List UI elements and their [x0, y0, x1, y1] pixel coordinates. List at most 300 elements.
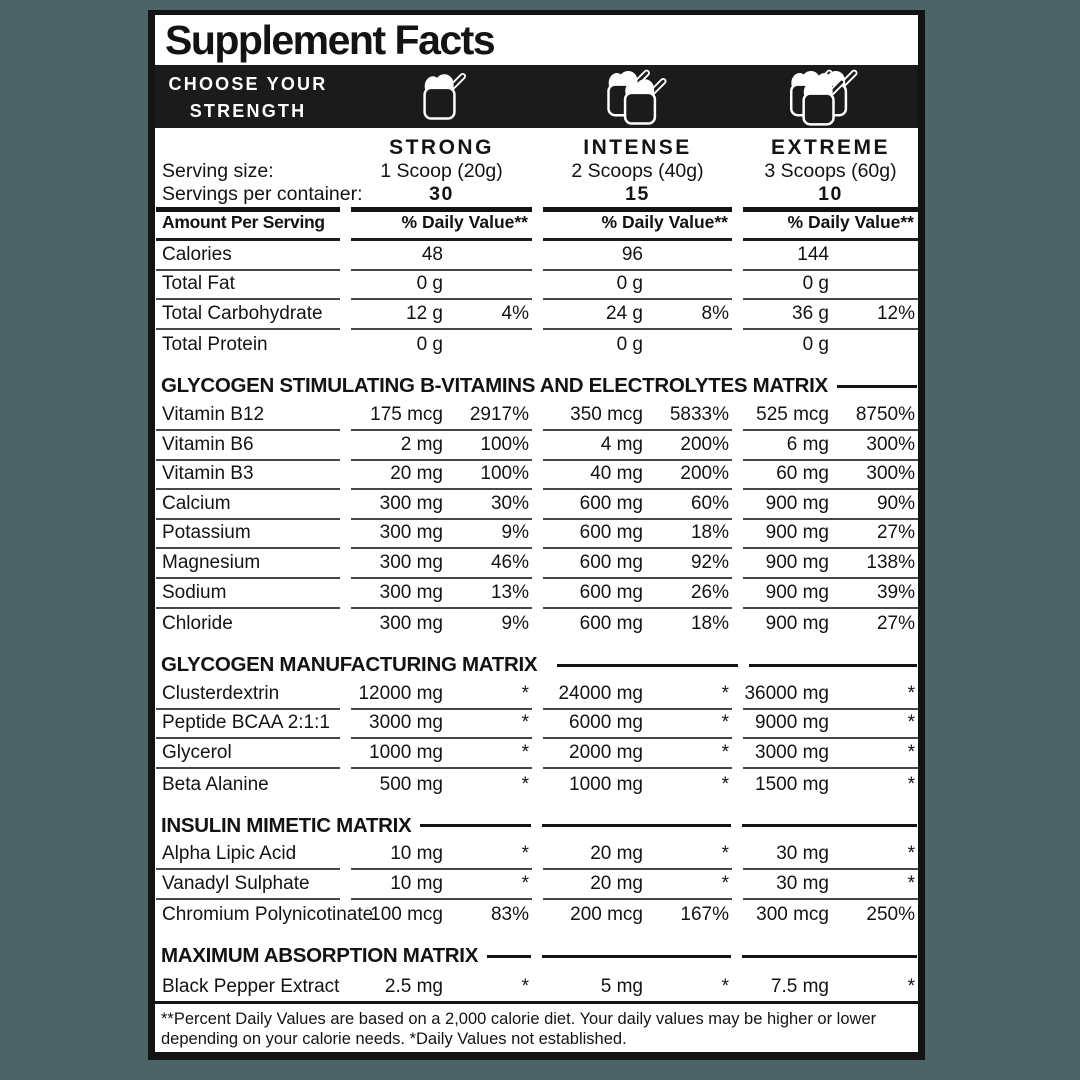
nutrient-row: [155, 739, 918, 769]
amount-value: 5 mg: [600, 975, 643, 997]
section-rule: [742, 824, 917, 827]
value-cell: [743, 490, 918, 520]
daily-value: *: [907, 773, 915, 795]
daily-value: [643, 244, 732, 266]
daily-value: 100%: [480, 463, 529, 485]
value-cell: [743, 300, 918, 330]
value-pair: [743, 742, 918, 764]
value-pair: [543, 613, 732, 635]
value-cell: [543, 461, 732, 491]
value-pair: [351, 334, 532, 356]
nutrient-label: Glycerol: [156, 739, 340, 769]
value-pair: [743, 976, 918, 998]
amount-value: 900 mg: [765, 492, 829, 514]
amount-value: 0 g: [416, 273, 443, 295]
value-pair: [543, 463, 732, 485]
value-pair: [743, 303, 918, 325]
value-pair: [351, 613, 532, 635]
amount-value: 3000 mg: [755, 741, 829, 763]
amount-value: 3000 mg: [369, 712, 443, 734]
daily-value: *: [521, 682, 529, 704]
amount-value: 36000 mg: [744, 682, 829, 704]
daily-value: *: [907, 843, 915, 865]
value-cell: [543, 900, 732, 930]
daily-value: 18%: [690, 613, 729, 635]
strength-header-row: [155, 128, 918, 160]
amount-value: 4 mg: [600, 433, 643, 455]
amount-value: 40 mg: [590, 463, 643, 485]
nutrient-label: Vitamin B12: [156, 401, 340, 431]
daily-value: 27%: [876, 613, 915, 635]
value-pair: [743, 683, 918, 705]
amount-value: 20 mg: [590, 872, 643, 894]
servings-count: 15: [543, 183, 732, 212]
value-pair: [351, 303, 532, 325]
amount-value: 20 mg: [590, 843, 643, 865]
daily-value-header: % Daily Value**: [543, 212, 732, 241]
nutrient-label: Total Fat: [156, 271, 340, 301]
servings-per-container-row: [155, 183, 918, 212]
amount-value: 12 g: [406, 302, 443, 324]
value-pair: [543, 552, 732, 574]
value-pair: [351, 244, 532, 266]
value-cell: [543, 870, 732, 900]
value-cell: [543, 680, 732, 710]
value-pair: [351, 873, 532, 895]
value-pair: [543, 582, 732, 604]
daily-value: 92%: [690, 551, 729, 573]
value-cell: [743, 330, 918, 360]
page-title: Supplement Facts: [165, 16, 495, 63]
amount-value: 12000 mg: [358, 682, 443, 704]
value-pair: [351, 273, 532, 295]
nutrient-row: [155, 769, 918, 799]
amount-value: 300 mcg: [756, 904, 829, 926]
section-rule: [749, 664, 917, 667]
amount-value: 300 mg: [379, 551, 443, 573]
daily-value: *: [521, 872, 529, 894]
nutrient-label: Vitamin B3: [156, 461, 340, 491]
nutrient-row: [155, 710, 918, 740]
value-cell: [543, 739, 732, 769]
nutrient-row: [155, 971, 918, 1001]
amount-value: 10 mg: [390, 872, 443, 894]
value-cell: [743, 431, 918, 461]
amount-value: 175 mcg: [370, 403, 443, 425]
matrix-sections: [155, 371, 918, 1001]
value-pair: [743, 273, 918, 295]
amount-value: 900 mg: [765, 613, 829, 635]
daily-value: *: [521, 975, 529, 997]
amount-value: 9000 mg: [755, 712, 829, 734]
amount-value: 300 mg: [379, 522, 443, 544]
value-pair: [743, 493, 918, 515]
value-pair: [743, 613, 918, 635]
spacer: [156, 128, 340, 160]
amount-value: 300 mg: [379, 492, 443, 514]
column-headers-row: [155, 212, 918, 241]
value-pair: [743, 904, 918, 926]
value-cell: [351, 431, 532, 461]
value-pair: [543, 873, 732, 895]
value-pair: [351, 582, 532, 604]
daily-value: 300%: [866, 433, 915, 455]
amount-value: 0 g: [616, 334, 643, 356]
value-cell: [351, 579, 532, 609]
one-scoop-icon: [351, 65, 532, 128]
footnote-text: **Percent Daily Values are based on a 2,000 calorie diet. Your daily values may be higher or lower depending on your calorie needs. *Daily Values not established.: [161, 1009, 877, 1048]
daily-value: *: [721, 682, 729, 704]
nutrient-label: Chloride: [162, 613, 233, 635]
amount-value: 350 mcg: [570, 403, 643, 425]
nutrient-row: [155, 841, 918, 871]
amount-value: 300 mg: [379, 581, 443, 603]
value-pair: [543, 404, 732, 426]
value-pair: [543, 904, 732, 926]
amount-value: 900 mg: [765, 551, 829, 573]
amount-value: 600 mg: [579, 551, 643, 573]
value-cell: [543, 769, 732, 799]
strength-column-header: STRONG: [389, 136, 494, 159]
value-pair: [351, 774, 532, 796]
nutrient-row: [155, 490, 918, 520]
nutrient-label: Total Carbohydrate: [156, 300, 340, 330]
value-pair: [351, 742, 532, 764]
value-cell: [543, 490, 732, 520]
section-rule: [487, 955, 531, 958]
value-cell: [543, 971, 732, 1001]
amount-value: 600 mg: [579, 581, 643, 603]
servings-per-container-label: Servings per container:: [156, 183, 340, 212]
nutrient-row: [155, 330, 918, 360]
amount-value: 30 mg: [776, 843, 829, 865]
value-cell: [543, 579, 732, 609]
serving-size-row: [155, 160, 918, 183]
daily-value: 5833%: [669, 403, 729, 425]
nutrient-row: [155, 870, 918, 900]
amount-value: 525 mcg: [756, 403, 829, 425]
amount-value: 36 g: [792, 302, 829, 324]
section-rule: [542, 824, 731, 827]
nutrient-label: Total Protein: [162, 334, 268, 356]
nutrient-row: [155, 900, 918, 930]
section-rule: [837, 385, 917, 388]
value-pair: [743, 334, 918, 356]
nutrient-label: Magnesium: [156, 549, 340, 579]
daily-value: 12%: [876, 302, 915, 324]
daily-value: [443, 244, 532, 266]
amount-value: 600 mg: [579, 613, 643, 635]
value-cell: [543, 241, 732, 271]
section-header: [155, 650, 918, 680]
value-cell: [351, 461, 532, 491]
value-pair: [543, 334, 732, 356]
daily-value: 8750%: [855, 403, 915, 425]
nutrient-row: [155, 271, 918, 301]
serving-size-value: 2 Scoops (40g): [571, 160, 704, 182]
daily-value: [643, 273, 732, 295]
value-cell: [743, 609, 918, 639]
serving-size-label: Serving size:: [162, 160, 274, 182]
amount-value: 1500 mg: [755, 773, 829, 795]
value-cell: [351, 680, 532, 710]
daily-value: *: [907, 712, 915, 734]
value-pair: [351, 463, 532, 485]
value-cell: [351, 271, 532, 301]
value-cell: [351, 900, 532, 930]
value-cell: [543, 710, 732, 740]
value-cell: [743, 271, 918, 301]
value-pair: [351, 843, 532, 865]
amount-value: 6000 mg: [569, 712, 643, 734]
value-pair: [543, 273, 732, 295]
daily-value: *: [521, 773, 529, 795]
value-cell: [743, 461, 918, 491]
value-pair: [743, 552, 918, 574]
daily-value: 300%: [866, 463, 915, 485]
supplement-facts-panel: [148, 10, 925, 1060]
value-pair: [543, 774, 732, 796]
value-cell: [743, 401, 918, 431]
nutrient-row: [155, 549, 918, 579]
daily-value: 8%: [701, 302, 729, 324]
value-cell: [743, 549, 918, 579]
daily-value: 27%: [876, 522, 915, 544]
value-cell: [743, 769, 918, 799]
value-cell: [351, 241, 532, 271]
section-title: INSULIN MIMETIC MATRIX: [161, 813, 412, 837]
value-cell: [543, 271, 732, 301]
daily-value: 200%: [680, 463, 729, 485]
value-pair: [351, 434, 532, 456]
value-cell: [543, 549, 732, 579]
nutrient-row: [155, 579, 918, 609]
nutrient-label: Chromium Polynicotinate: [162, 904, 374, 926]
daily-value: *: [521, 843, 529, 865]
daily-value: [443, 273, 532, 295]
daily-value: *: [521, 741, 529, 763]
section-rule: [742, 955, 917, 958]
value-pair: [543, 976, 732, 998]
value-pair: [351, 493, 532, 515]
amount-value: 0 g: [802, 334, 829, 356]
servings-count: 10: [743, 183, 918, 212]
daily-value: 138%: [866, 551, 915, 573]
value-cell: [351, 710, 532, 740]
value-cell: [351, 549, 532, 579]
nutrient-label: Black Pepper Extract: [162, 975, 340, 997]
nutrient-label: Potassium: [156, 520, 340, 550]
value-pair: [743, 712, 918, 734]
daily-value: *: [721, 773, 729, 795]
amount-value: 24 g: [606, 302, 643, 324]
daily-value: *: [907, 975, 915, 997]
nutrient-row: [155, 609, 918, 639]
value-pair: [743, 522, 918, 544]
amount-value: 1000 mg: [569, 773, 643, 795]
daily-value: *: [721, 975, 729, 997]
section-rule: [557, 664, 738, 667]
value-pair: [743, 244, 918, 266]
value-pair: [743, 434, 918, 456]
value-cell: [743, 841, 918, 871]
daily-value: *: [907, 872, 915, 894]
value-cell: [351, 739, 532, 769]
value-cell: [543, 401, 732, 431]
amount-value: 7.5 mg: [770, 975, 829, 997]
daily-value: 39%: [876, 581, 915, 603]
value-cell: [743, 579, 918, 609]
value-pair: [351, 712, 532, 734]
daily-value: 4%: [501, 302, 529, 324]
value-pair: [743, 774, 918, 796]
value-cell: [543, 520, 732, 550]
daily-value: 46%: [490, 551, 529, 573]
section-title: GLYCOGEN STIMULATING B-VITAMINS AND ELECTROLYTES MATRIX: [161, 374, 828, 398]
section-title: MAXIMUM ABSORPTION MATRIX: [161, 944, 479, 968]
nutrient-row: [155, 431, 918, 461]
section-title: GLYCOGEN MANUFACTURING MATRIX: [161, 653, 538, 677]
daily-value: *: [721, 872, 729, 894]
value-pair: [543, 244, 732, 266]
amount-value: 0 g: [416, 334, 443, 356]
value-pair: [351, 522, 532, 544]
amount-value: 100 mcg: [370, 904, 443, 926]
value-cell: [351, 520, 532, 550]
serving-size-value: 3 Scoops (60g): [764, 160, 897, 182]
amount-value: 200 mcg: [570, 904, 643, 926]
nutrient-label: Sodium: [156, 579, 340, 609]
amount-value: 48: [421, 243, 443, 265]
daily-value: 13%: [490, 581, 529, 603]
value-cell: [743, 900, 918, 930]
value-pair: [543, 522, 732, 544]
daily-value: 100%: [480, 433, 529, 455]
value-pair: [351, 552, 532, 574]
value-cell: [351, 330, 532, 360]
amount-value: 600 mg: [579, 522, 643, 544]
amount-value: 2000 mg: [569, 741, 643, 763]
value-cell: [351, 841, 532, 871]
daily-value: 26%: [690, 581, 729, 603]
daily-value-header: % Daily Value**: [351, 212, 532, 241]
daily-value: 60%: [690, 492, 729, 514]
value-cell: [543, 431, 732, 461]
amount-value: 0 g: [616, 273, 643, 295]
amount-value: 30 mg: [776, 872, 829, 894]
choose-your-text: CHOOSE YOUR: [168, 74, 328, 95]
value-cell: [743, 680, 918, 710]
amount-value: 60 mg: [776, 463, 829, 485]
value-pair: [543, 493, 732, 515]
amount-value: 600 mg: [579, 492, 643, 514]
value-cell: [543, 300, 732, 330]
value-cell: [351, 870, 532, 900]
nutrient-label: Beta Alanine: [162, 773, 269, 795]
value-cell: [351, 401, 532, 431]
value-pair: [543, 742, 732, 764]
strength-text: STRENGTH: [189, 100, 307, 121]
value-cell: [543, 609, 732, 639]
value-pair: [351, 404, 532, 426]
daily-value: [829, 273, 918, 295]
value-cell: [351, 609, 532, 639]
value-pair: [543, 843, 732, 865]
amount-value: 2 mg: [400, 433, 443, 455]
three-scoops-icon: [743, 65, 918, 128]
daily-value: 18%: [690, 522, 729, 544]
basic-nutrition-rows: [155, 241, 918, 359]
serving-size-value: 1 Scoop (20g): [380, 160, 503, 182]
amount-value: 10 mg: [390, 843, 443, 865]
value-cell: [351, 769, 532, 799]
section-header: [155, 371, 918, 401]
section-header: [155, 941, 918, 971]
value-pair: [743, 582, 918, 604]
value-pair: [543, 712, 732, 734]
two-scoops-icon: [543, 65, 732, 128]
nutrient-row: [155, 401, 918, 431]
value-pair: [743, 463, 918, 485]
value-cell: [743, 241, 918, 271]
value-pair: [351, 683, 532, 705]
value-cell: [743, 971, 918, 1001]
amount-value: 2.5 mg: [384, 975, 443, 997]
daily-value: 167%: [680, 904, 729, 926]
choose-your-strength-label: [156, 69, 340, 123]
value-cell: [743, 520, 918, 550]
amount-value: 900 mg: [765, 581, 829, 603]
section-header: [155, 811, 918, 841]
daily-value: 30%: [490, 492, 529, 514]
daily-value: *: [721, 843, 729, 865]
amount-value: 6 mg: [786, 433, 829, 455]
amount-value: 300 mg: [379, 613, 443, 635]
daily-value: 90%: [876, 492, 915, 514]
daily-value: *: [521, 712, 529, 734]
daily-value: *: [907, 741, 915, 763]
nutrient-label: Calcium: [156, 490, 340, 520]
amount-value: 1000 mg: [369, 741, 443, 763]
value-pair: [351, 904, 532, 926]
nutrient-label: Vanadyl Sulphate: [156, 870, 340, 900]
nutrient-row: [155, 300, 918, 330]
value-pair: [743, 843, 918, 865]
amount-value: 96: [621, 243, 643, 265]
value-pair: [543, 683, 732, 705]
daily-value: 9%: [501, 613, 529, 635]
nutrient-row: [155, 461, 918, 491]
value-cell: [743, 739, 918, 769]
daily-value: 2917%: [469, 403, 529, 425]
value-pair: [743, 873, 918, 895]
section-rule: [542, 955, 731, 958]
daily-value: 9%: [501, 522, 529, 544]
nutrient-label: Vitamin B6: [156, 431, 340, 461]
amount-value: 900 mg: [765, 522, 829, 544]
nutrient-row: [155, 520, 918, 550]
amount-value: 24000 mg: [558, 682, 643, 704]
strength-column-header: EXTREME: [770, 136, 890, 159]
daily-value: *: [721, 712, 729, 734]
section-rule: [420, 824, 531, 827]
daily-value: [829, 334, 918, 356]
nutrient-label: Clusterdextrin: [156, 680, 340, 710]
daily-value: 200%: [680, 433, 729, 455]
value-cell: [743, 710, 918, 740]
nutrient-label: Peptide BCAA 2:1:1: [156, 710, 340, 740]
value-cell: [543, 841, 732, 871]
